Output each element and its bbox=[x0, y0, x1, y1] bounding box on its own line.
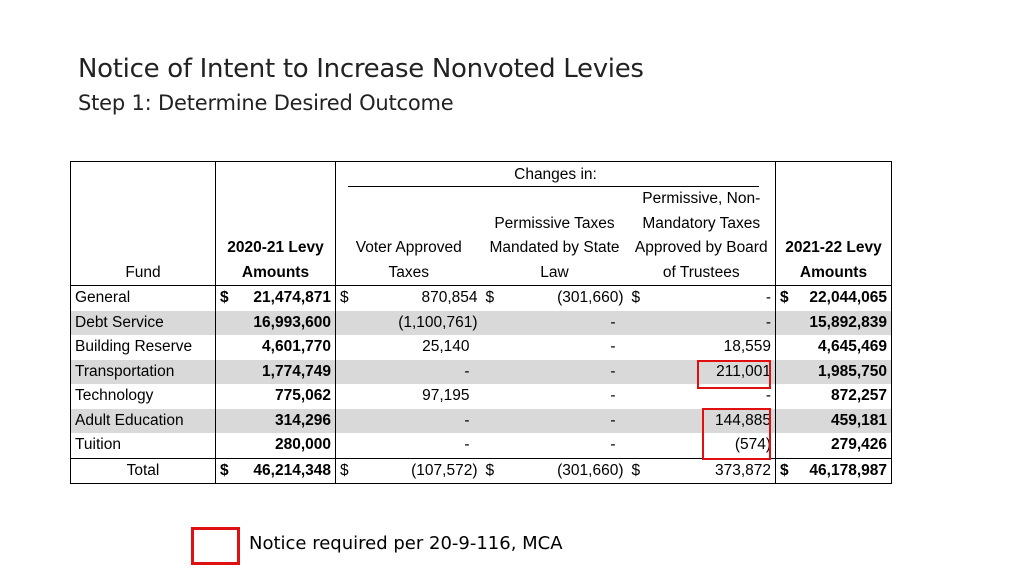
nonmandatory-value: 18,559 bbox=[723, 338, 771, 355]
page-subtitle: Step 1: Determine Desired Outcome bbox=[78, 91, 454, 115]
levy-table bbox=[70, 161, 892, 484]
voter-approved-value: - bbox=[464, 362, 470, 380]
changes-in-header bbox=[336, 162, 776, 188]
col-header-voter: Voter Approved Taxes bbox=[355, 239, 462, 281]
permissive-value: - bbox=[610, 313, 616, 331]
table-row bbox=[71, 335, 892, 360]
permissive-value: - bbox=[610, 387, 616, 404]
total-row bbox=[71, 458, 892, 484]
col-header-nonmandatory: Permissive, Non- Mandatory Taxes Approved by Board of Trustees bbox=[634, 190, 768, 281]
fund-name: Technology bbox=[71, 384, 216, 409]
total-levy-2020-21: 46,214,348 bbox=[253, 461, 331, 479]
nonmandatory-value: - bbox=[765, 387, 771, 404]
nonmandatory-value: (574) bbox=[734, 436, 771, 453]
nonmandatory-value: - bbox=[765, 289, 771, 306]
legend-text: Notice required per 20-9-116, MCA bbox=[249, 533, 563, 554]
currency-symbol: $ bbox=[780, 461, 789, 479]
voter-approved-value: - bbox=[464, 436, 470, 453]
levy-2020-21-value: 16,993,600 bbox=[253, 313, 331, 331]
voter-approved-value: (1,100,761) bbox=[398, 313, 478, 331]
fund-name: Tuition bbox=[71, 433, 216, 458]
levy-2020-21-value: 1,774,749 bbox=[262, 362, 331, 380]
currency-symbol: $ bbox=[485, 289, 495, 306]
table-row bbox=[71, 311, 892, 336]
levy-2021-22-value: 872,257 bbox=[830, 387, 887, 404]
currency-symbol: $ bbox=[780, 289, 789, 306]
table-row bbox=[71, 409, 892, 434]
currency-symbol: $ bbox=[631, 461, 641, 479]
fund-name: Transportation bbox=[71, 360, 216, 385]
total-levy-2021-22: 46,178,987 bbox=[809, 461, 887, 479]
nonmandatory-value: 144,885 bbox=[714, 411, 771, 429]
levy-2021-22-value: 4,645,469 bbox=[818, 338, 887, 355]
permissive-value: - bbox=[610, 338, 616, 355]
levy-2021-22-value: 22,044,065 bbox=[809, 289, 887, 306]
voter-approved-value: 25,140 bbox=[422, 338, 470, 355]
col-header-fund: Fund bbox=[71, 187, 216, 286]
total-label: Total bbox=[71, 458, 216, 484]
currency-symbol: $ bbox=[340, 289, 349, 306]
header-row-columns bbox=[71, 187, 892, 286]
total-voter-approved: (107,572) bbox=[411, 461, 478, 479]
nonmandatory-value: 211,001 bbox=[716, 362, 771, 380]
changes-in-label: Changes in: bbox=[514, 166, 597, 183]
levy-2021-22-value: 15,892,839 bbox=[809, 313, 887, 331]
fund-name: General bbox=[71, 286, 216, 311]
voter-approved-value: 870,854 bbox=[421, 289, 478, 306]
col-header-permissive: Permissive Taxes Mandated by State Law bbox=[489, 214, 620, 281]
currency-symbol: $ bbox=[340, 461, 349, 479]
table-row bbox=[71, 360, 892, 385]
col-header-2021-22: 2021-22 Levy Amounts bbox=[776, 187, 892, 286]
permissive-value: - bbox=[610, 411, 616, 429]
total-permissive: (301,660) bbox=[557, 461, 624, 479]
permissive-value: - bbox=[610, 362, 616, 380]
table-row bbox=[71, 433, 892, 458]
levy-2020-21-value: 4,601,770 bbox=[262, 338, 331, 355]
col-header-2020-21: 2020-21 Levy Amounts bbox=[216, 187, 336, 286]
table-row bbox=[71, 384, 892, 409]
fund-name: Building Reserve bbox=[71, 335, 216, 360]
table-row bbox=[71, 286, 892, 311]
fund-name: Debt Service bbox=[71, 311, 216, 336]
levy-2020-21-value: 280,000 bbox=[274, 436, 331, 453]
levy-2021-22-value: 459,181 bbox=[830, 411, 887, 429]
permissive-value: - bbox=[610, 436, 616, 453]
fund-name: Adult Education bbox=[71, 409, 216, 434]
levy-2020-21-value: 314,296 bbox=[274, 411, 331, 429]
total-nonmandatory: 373,872 bbox=[714, 461, 771, 479]
voter-approved-value: - bbox=[464, 411, 470, 429]
levy-2020-21-value: 21,474,871 bbox=[253, 289, 331, 306]
voter-approved-value: 97,195 bbox=[422, 387, 470, 404]
currency-symbol: $ bbox=[631, 289, 641, 306]
nonmandatory-value: - bbox=[765, 313, 771, 331]
currency-symbol: $ bbox=[220, 461, 229, 479]
permissive-value: (301,660) bbox=[557, 289, 624, 306]
currency-symbol: $ bbox=[485, 461, 495, 479]
levy-2021-22-value: 1,985,750 bbox=[818, 362, 887, 380]
header-row-changes bbox=[71, 162, 892, 188]
legend-red-box bbox=[191, 527, 240, 565]
page-title: Notice of Intent to Increase Nonvoted Levies bbox=[78, 54, 644, 84]
levy-2021-22-value: 279,426 bbox=[830, 436, 887, 453]
levy-2020-21-value: 775,062 bbox=[274, 387, 331, 404]
currency-symbol: $ bbox=[220, 289, 229, 306]
